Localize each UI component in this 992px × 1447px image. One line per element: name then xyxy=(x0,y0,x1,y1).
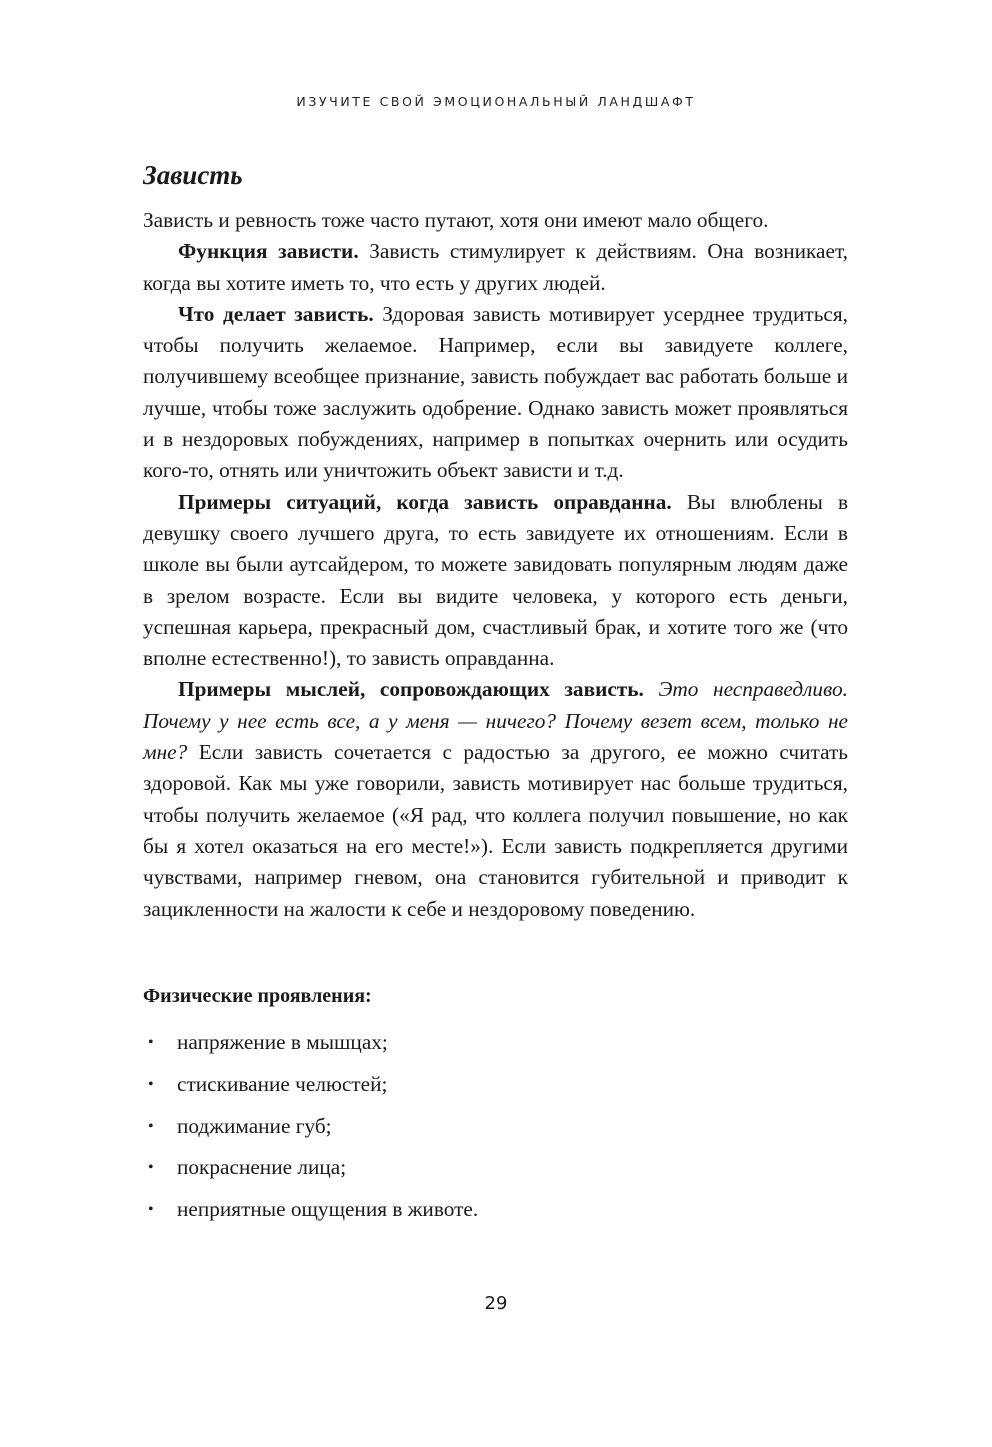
paragraph xyxy=(143,299,848,487)
list-item-text: стискивание челюстей; xyxy=(177,1071,388,1096)
paragraph-lead: Функция зависти. xyxy=(178,239,359,264)
body-text xyxy=(143,205,848,925)
paragraph-lead: Что делает зависть. xyxy=(178,301,374,326)
list-item xyxy=(143,1027,478,1069)
bullet-icon: • xyxy=(148,1034,154,1051)
bullet-icon: • xyxy=(148,1201,154,1219)
paragraph xyxy=(143,487,848,675)
running-head: ИЗУЧИТЕ СВОЙ ЭМОЦИОНАЛЬНЫЙ ЛАНДШАФТ xyxy=(296,94,696,109)
page-number: 29 xyxy=(484,1293,508,1314)
list-item xyxy=(143,1152,478,1194)
physical-list xyxy=(143,1027,478,1236)
paragraph-text: Зависть стимулирует к действиям. Она возникает, когда вы хотите иметь то, что есть у других людей. xyxy=(143,239,848,295)
list-item xyxy=(143,1194,478,1236)
list-item-text: напряжение в мышцах; xyxy=(177,1030,388,1054)
paragraph-lead: Примеры мыслей, сопровождающих зависть. xyxy=(178,677,644,702)
paragraph xyxy=(143,236,848,299)
bullet-icon: • xyxy=(148,1075,154,1093)
list-item xyxy=(143,1069,478,1111)
paragraph-italic: Это несправедливо. Почему у нее есть все, а у меня — ничего? Почему везет всем, только не мне? xyxy=(143,677,848,765)
list-item-text: покраснение лица; xyxy=(177,1155,347,1180)
paragraph-text: Зависть и ревность тоже часто путают, хотя они имеют мало общего. xyxy=(143,208,769,232)
physical-heading: Физические проявления: xyxy=(143,985,372,1007)
section-title: Зависть xyxy=(143,160,243,190)
list-item-text: неприятные ощущения в животе. xyxy=(177,1197,479,1222)
list-item xyxy=(143,1111,478,1153)
paragraph-text: Вы влюблены в девушку своего лучшего друга, то есть завидуете их отношениям. Если в школе вы были аутсайдером, то можете завидовать популярным людям даже в зрелом возрасте. Если вы видите человека, у которого есть деньги, успешная карьера, прекрасный дом, счастливый брак, и хотите того же (что вполне естественно!), то зависть оправданна. xyxy=(143,489,848,671)
paragraph-lead: Примеры ситуаций, когда зависть оправданна. xyxy=(178,489,672,514)
bullet-icon: • xyxy=(148,1117,154,1135)
paragraph xyxy=(143,674,848,924)
paragraph-text: Здоровая зависть мотивирует усерднее трудиться, чтобы получить желаемое. Например, если вы завидуете коллеге, получившему всеобщее признание, зависть побуждает вас работать больше и лучше, чтобы тоже заслужить одобрение. Однако зависть может проявляться и в нездоровых побуждениях, например в попытках очернить или осудить кого-то, отнять или уничтожить объект зависти и т.д. xyxy=(143,301,848,483)
paragraph-text: Если зависть сочетается с радостью за другого, ее можно считать здоровой. Как мы уже говорили, зависть мотивирует нас больше трудиться, чтобы получить желаемое («Я рад, что коллега получил повышение, но как бы я хотел оказаться на его месте!»). Если зависть подкрепляется другими чувствами, например гневом, она становится губительной и приводит к зацикленности на жалости к себе и нездоровому поведению. xyxy=(143,740,848,921)
paragraph xyxy=(143,205,848,236)
bullet-icon: • xyxy=(148,1159,154,1177)
list-item-text: поджимание губ; xyxy=(177,1113,332,1138)
